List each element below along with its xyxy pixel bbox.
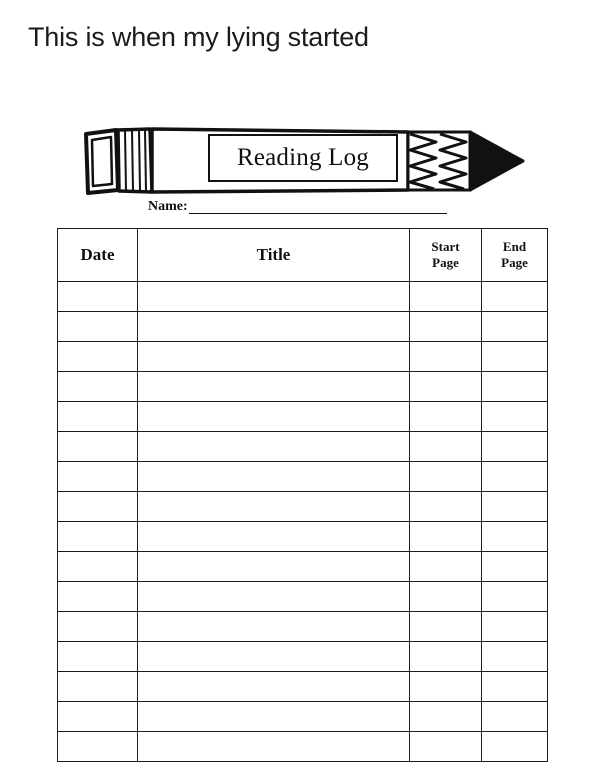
name-label: Name: [148,199,188,214]
cell-start-page[interactable] [410,582,482,612]
name-input-line[interactable] [189,200,447,214]
cell-start-page[interactable] [410,462,482,492]
column-header-title [138,229,410,282]
cell-title[interactable] [138,342,410,372]
table-row[interactable] [58,552,548,582]
name-field-row [148,200,447,214]
cell-start-page[interactable] [410,522,482,552]
cell-end-page[interactable] [482,312,548,342]
cell-start-page[interactable] [410,732,482,762]
cell-start-page[interactable] [410,612,482,642]
cell-end-page[interactable] [482,492,548,522]
table-row[interactable] [58,312,548,342]
cell-end-page[interactable] [482,432,548,462]
cell-start-page[interactable] [410,642,482,672]
cell-end-page[interactable] [482,282,548,312]
table-row[interactable] [58,462,548,492]
cell-end-page[interactable] [482,462,548,492]
cell-title[interactable] [138,702,410,732]
table-row[interactable] [58,642,548,672]
table-row[interactable] [58,492,548,522]
cell-end-page[interactable] [482,732,548,762]
cell-date[interactable] [58,522,138,552]
column-header-end-page [482,229,548,282]
cell-date[interactable] [58,282,138,312]
cell-date[interactable] [58,492,138,522]
cell-title[interactable] [138,462,410,492]
worksheet-title: Reading Log [236,144,370,171]
cell-date[interactable] [58,702,138,732]
cell-end-page[interactable] [482,372,548,402]
table-row[interactable] [58,522,548,552]
table-body [58,282,548,762]
column-header-end-page-line1: End [502,238,527,254]
cell-title[interactable] [138,402,410,432]
cell-date[interactable] [58,732,138,762]
cell-title[interactable] [138,612,410,642]
cell-date[interactable] [58,582,138,612]
cell-end-page[interactable] [482,402,548,432]
cell-start-page[interactable] [410,492,482,522]
table-row[interactable] [58,342,548,372]
cell-start-page[interactable] [410,702,482,732]
table-row[interactable] [58,372,548,402]
cell-start-page[interactable] [410,372,482,402]
table-row[interactable] [58,402,548,432]
cell-title[interactable] [138,672,410,702]
cell-start-page[interactable] [410,432,482,462]
table-row[interactable] [58,672,548,702]
column-header-date-label: Date [80,245,115,264]
cell-date[interactable] [58,342,138,372]
column-header-title-label: Title [256,245,291,264]
reading-log-table [57,228,548,762]
cell-title[interactable] [138,432,410,462]
cell-date[interactable] [58,372,138,402]
cell-date[interactable] [58,402,138,432]
column-header-start-page-line1: Start [431,238,460,254]
table-header [58,229,548,282]
cell-date[interactable] [58,552,138,582]
column-header-end-page-line2: Page [501,255,528,270]
table-row[interactable] [58,702,548,732]
cell-start-page[interactable] [410,552,482,582]
table-row[interactable] [58,582,548,612]
cell-start-page[interactable] [410,402,482,432]
cell-title[interactable] [138,552,410,582]
caption-text: This is when my lying started [28,22,369,52]
column-header-start-page-line2: Page [432,255,459,270]
cell-title[interactable] [138,642,410,672]
cell-end-page[interactable] [482,522,548,552]
table-row[interactable] [58,732,548,762]
cell-start-page[interactable] [410,342,482,372]
cell-title[interactable] [138,372,410,402]
cell-start-page[interactable] [410,282,482,312]
column-header-date [58,229,138,282]
cell-title[interactable] [138,582,410,612]
cell-date[interactable] [58,432,138,462]
cell-title[interactable] [138,492,410,522]
cell-title[interactable] [138,732,410,762]
column-header-start-page [410,229,482,282]
cell-title[interactable] [138,282,410,312]
cell-end-page[interactable] [482,552,548,582]
pencil-title-box [208,134,398,182]
cell-end-page[interactable] [482,702,548,732]
cell-end-page[interactable] [482,612,548,642]
cell-date[interactable] [58,642,138,672]
cell-title[interactable] [138,312,410,342]
cell-end-page[interactable] [482,642,548,672]
cell-date[interactable] [58,462,138,492]
table-row[interactable] [58,282,548,312]
cell-end-page[interactable] [482,582,548,612]
cell-date[interactable] [58,312,138,342]
cell-date[interactable] [58,672,138,702]
cell-title[interactable] [138,522,410,552]
table-row[interactable] [58,612,548,642]
cell-end-page[interactable] [482,672,548,702]
cell-end-page[interactable] [482,342,548,372]
cell-start-page[interactable] [410,312,482,342]
table-row[interactable] [58,432,548,462]
cell-start-page[interactable] [410,672,482,702]
table-header-row [58,229,548,282]
cell-date[interactable] [58,612,138,642]
